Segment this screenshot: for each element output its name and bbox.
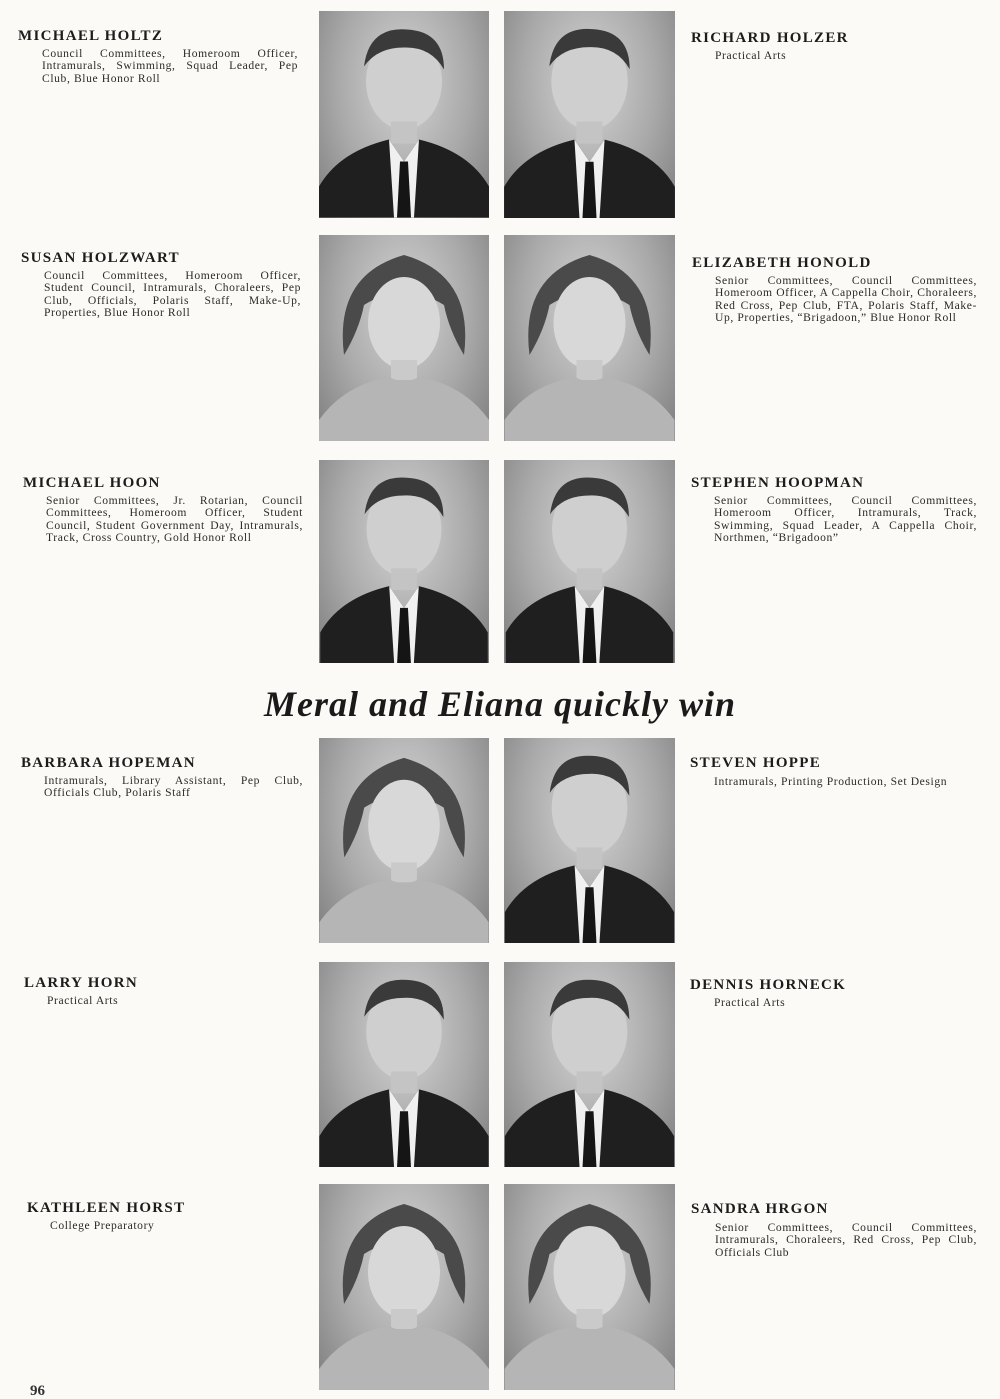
student-activities-8: Intramurals, Printing Production, Set Design — [714, 775, 948, 788]
student-name-4: ELIZABETH HONOLD — [692, 255, 872, 271]
student-activities-12: Senior Committees, Council Committees, Intramurals, Choraleers, Red Cross, Pep Club, Officials Club — [715, 1221, 977, 1259]
student-photo-1 — [319, 11, 489, 218]
student-photo-7 — [319, 738, 489, 943]
student-photo-5 — [319, 460, 489, 663]
student-photo-3 — [319, 235, 489, 441]
student-name-2: RICHARD HOLZER — [691, 30, 849, 46]
student-activities-3: Council Committees, Homeroom Officer, Student Council, Intramurals, Choraleers, Pep Club, Officials, Polaris Staff, Make-Up, Properties, Blue Honor Roll — [44, 269, 301, 320]
student-photo-8 — [504, 738, 675, 943]
student-name-6: STEPHEN HOOPMAN — [691, 475, 865, 491]
student-name-1: MICHAEL HOLTZ — [18, 28, 164, 44]
student-photo-4 — [504, 235, 675, 441]
page-number: 96 — [30, 1383, 45, 1399]
student-activities-7: Intramurals, Library Assistant, Pep Club, Officials Club, Polaris Staff — [44, 774, 303, 800]
student-activities-9: Practical Arts — [47, 994, 119, 1007]
student-activities-6: Senior Committees, Council Committees, Homeroom Officer, Intramurals, Track, Swimming, Squad Leader, A Cappella Choir, Northmen, “Brigadoon” — [714, 494, 977, 545]
student-name-5: MICHAEL HOON — [23, 475, 161, 491]
student-name-3: SUSAN HOLZWART — [21, 250, 180, 266]
student-name-11: KATHLEEN HORST — [27, 1200, 186, 1216]
student-photo-12 — [504, 1184, 675, 1390]
student-activities-1: Council Committees, Homeroom Officer, Intramurals, Swimming, Squad Leader, Pep Club, Blue Honor Roll — [42, 47, 298, 85]
student-activities-2: Practical Arts — [715, 49, 787, 62]
page-headline: Meral and Eliana quickly win — [263, 684, 737, 724]
student-activities-5: Senior Committees, Jr. Rotarian, Council Committees, Homeroom Officer, Student Council, Student Government Day, Intramurals, Track, Cross Country, Gold Honor Roll — [46, 494, 303, 545]
student-name-9: LARRY HORN — [24, 975, 139, 991]
student-name-7: BARBARA HOPEMAN — [21, 755, 196, 771]
student-activities-4: Senior Committees, Council Committees, Homeroom Officer, A Cappella Choir, Choraleers, Red Cross, Pep Club, FTA, Polaris Staff, Make-Up, Properties, “Brigadoon,” Blue Honor Roll — [715, 274, 977, 325]
student-photo-10 — [504, 962, 675, 1167]
student-photo-2 — [504, 11, 675, 218]
student-photo-6 — [504, 460, 675, 663]
student-photo-11 — [319, 1184, 489, 1390]
student-name-12: SANDRA HRGON — [691, 1201, 829, 1217]
student-name-10: DENNIS HORNECK — [690, 977, 847, 993]
student-photo-9 — [319, 962, 489, 1167]
student-activities-10: Practical Arts — [714, 996, 786, 1009]
student-name-8: STEVEN HOPPE — [690, 755, 822, 771]
student-activities-11: College Preparatory — [50, 1219, 155, 1232]
